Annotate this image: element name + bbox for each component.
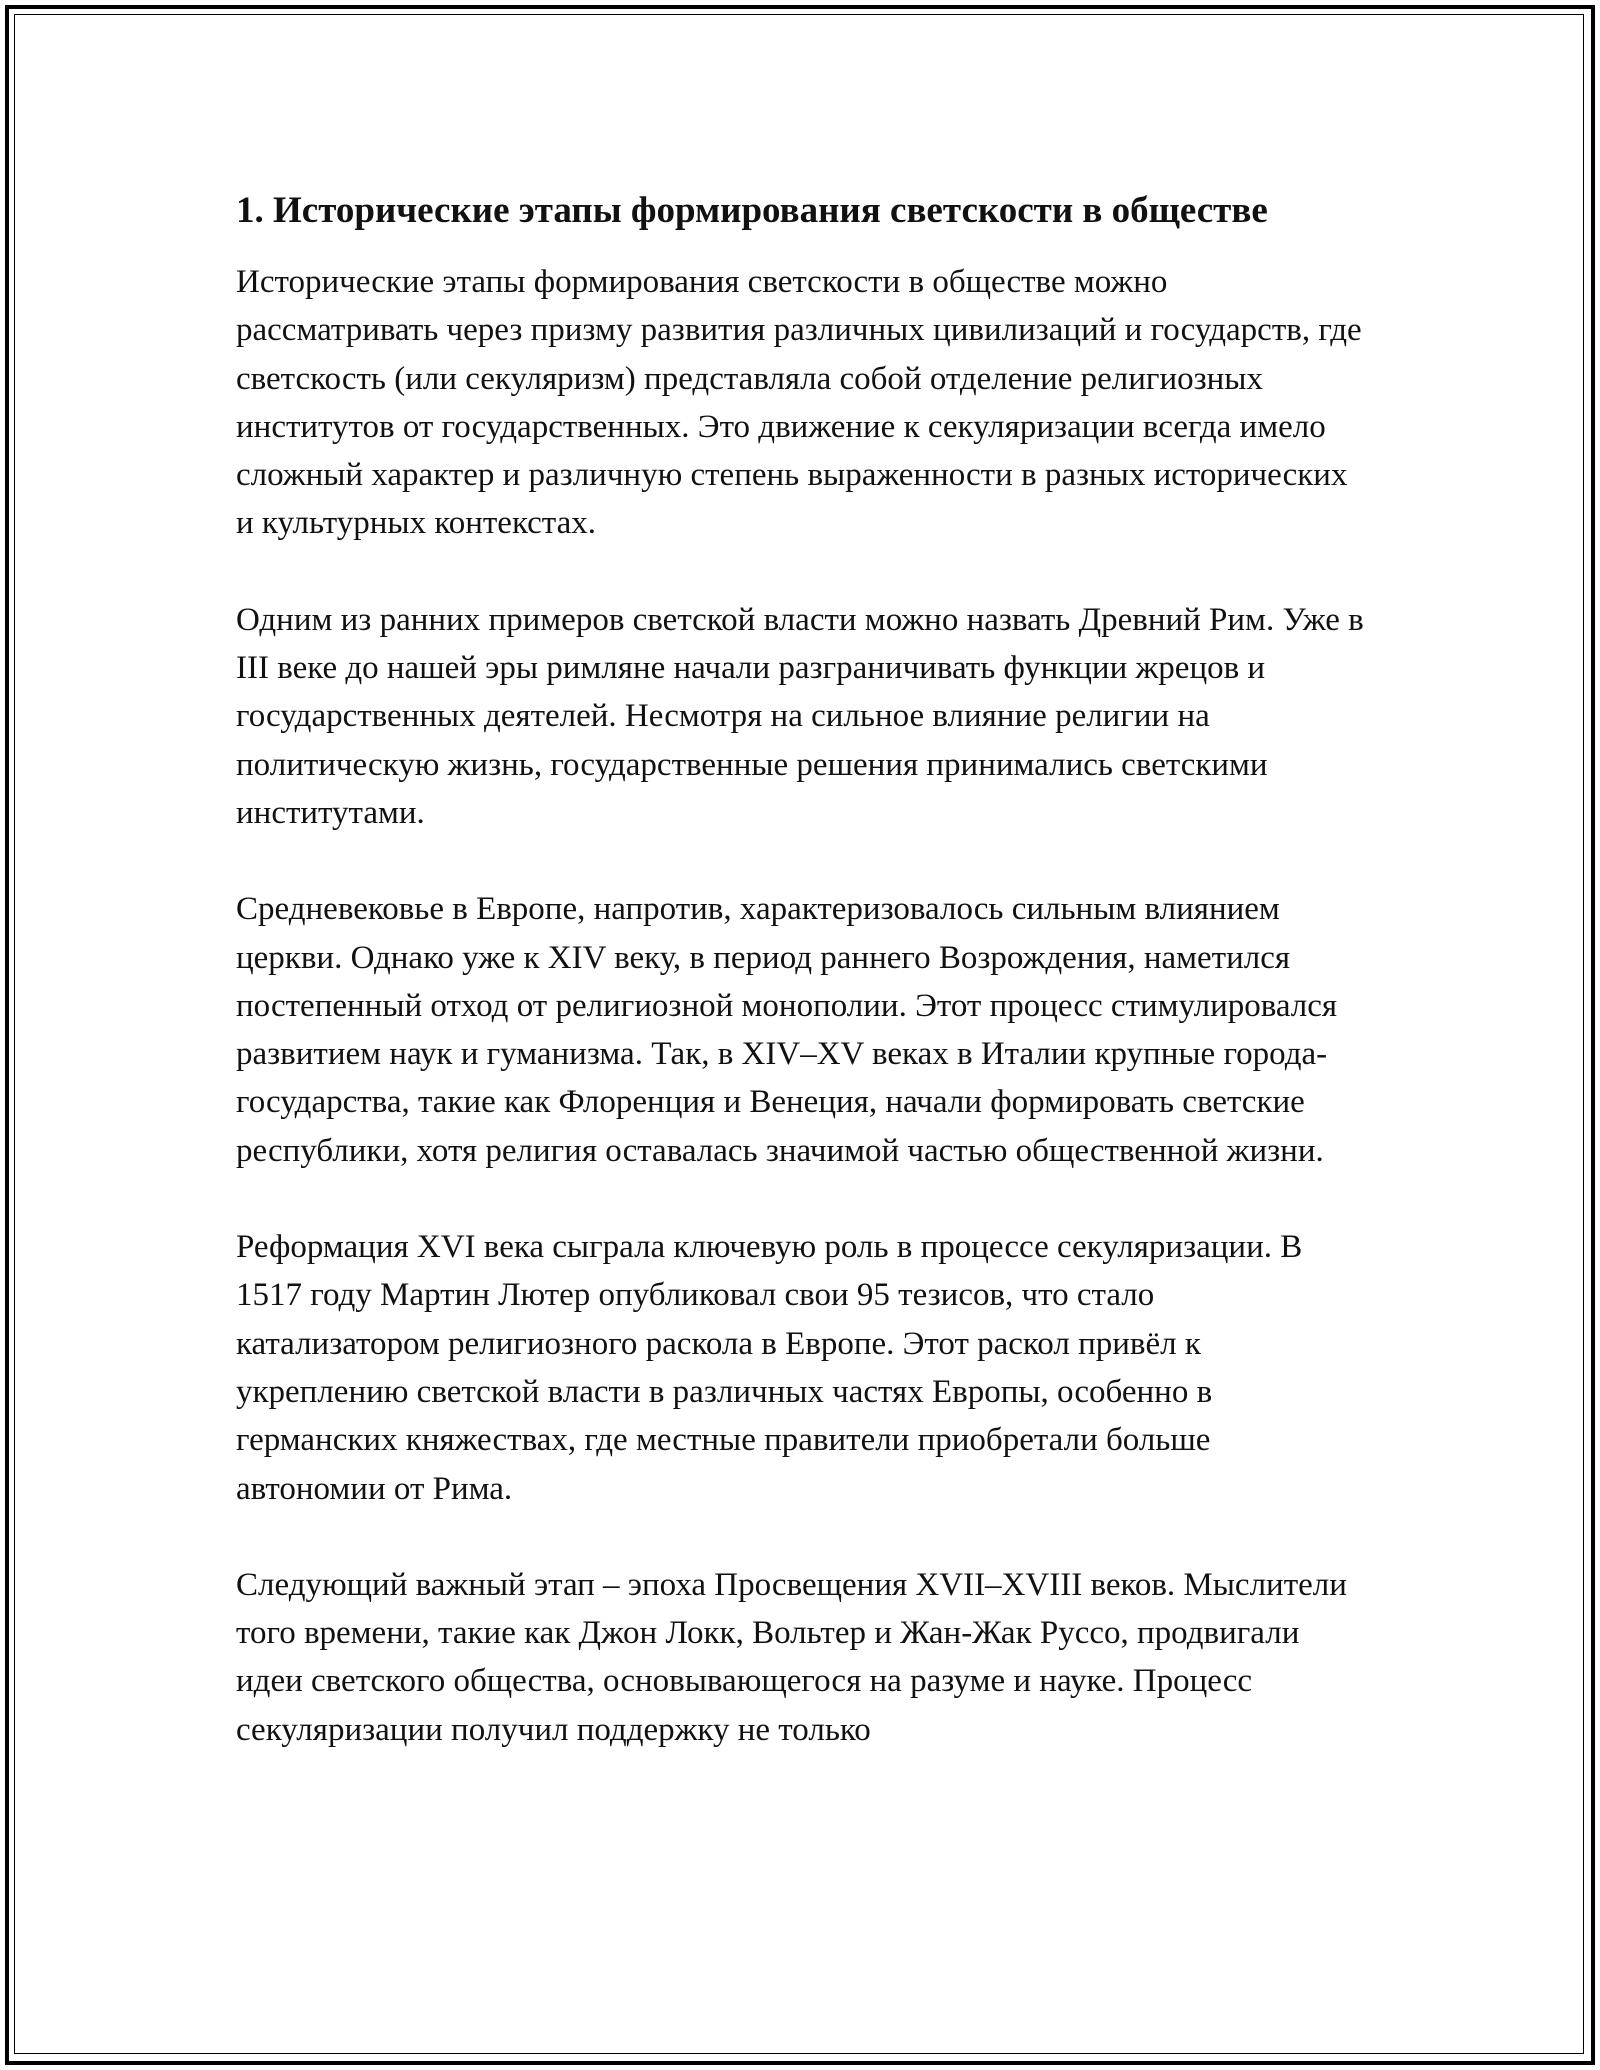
paragraph: Одним из ранних примеров светской власти можно назвать Древний Рим. Уже в III веке до нашей эры римляне начали разграничивать функции жрецов и государственных деятелей. Несмотря на сильное влияние религии на политическую жизнь, государственные решения принимались светскими институтами. [236, 601, 1364, 831]
paragraph: Средневековье в Европе, напротив, характеризовалось сильным влиянием церкви. Однако уже к XIV веку, в период раннего Возрождения, наметился постепенный отход от религиозной монополии. Этот процесс стимулировался развитием наук и гуманизма. Так, в XIV–XV веках в Италии крупные города-государства, такие как Флоренция и Венеция, начали формировать светские республики, хотя религия оставалась значимой частью общественной жизни. [236, 891, 1338, 1169]
section-heading: 1. Исторические этапы формирования светскости в обществе [236, 190, 1268, 231]
paragraph: Реформация XVI века сыграла ключевую роль в процессе секуляризации. В 1517 году Мартин Лютер опубликовал свои 95 тезисов, что стало катализатором религиозного раскола в Европе. Этот раскол привёл к укреплению светской власти в различных частях Европы, особенно в германских княжествах, где местные правители приобретали больше автономии от Рима. [236, 1229, 1303, 1507]
paragraph: Исторические этапы формирования светскости в обществе можно рассматривать через призму развития различных цивилизаций и государств, где светскость (или секуляризм) представляла собой отделение религиозных институтов от государственных. Это движение к секуляризации всегда имело сложный характер и различную степень выраженности в разных исторических и культурных контекстах. [236, 264, 1362, 542]
document-body [236, 183, 1366, 1754]
paragraph: Следующий важный этап – эпоха Просвещения XVII–XVIII веков. Мыслители того времени, такие как Джон Локк, Вольтер и Жан-Жак Руссо, продвигали идеи светского общества, основывающегося на разуме и науке. Процесс секуляризации получил поддержку не только [236, 1566, 1347, 1748]
